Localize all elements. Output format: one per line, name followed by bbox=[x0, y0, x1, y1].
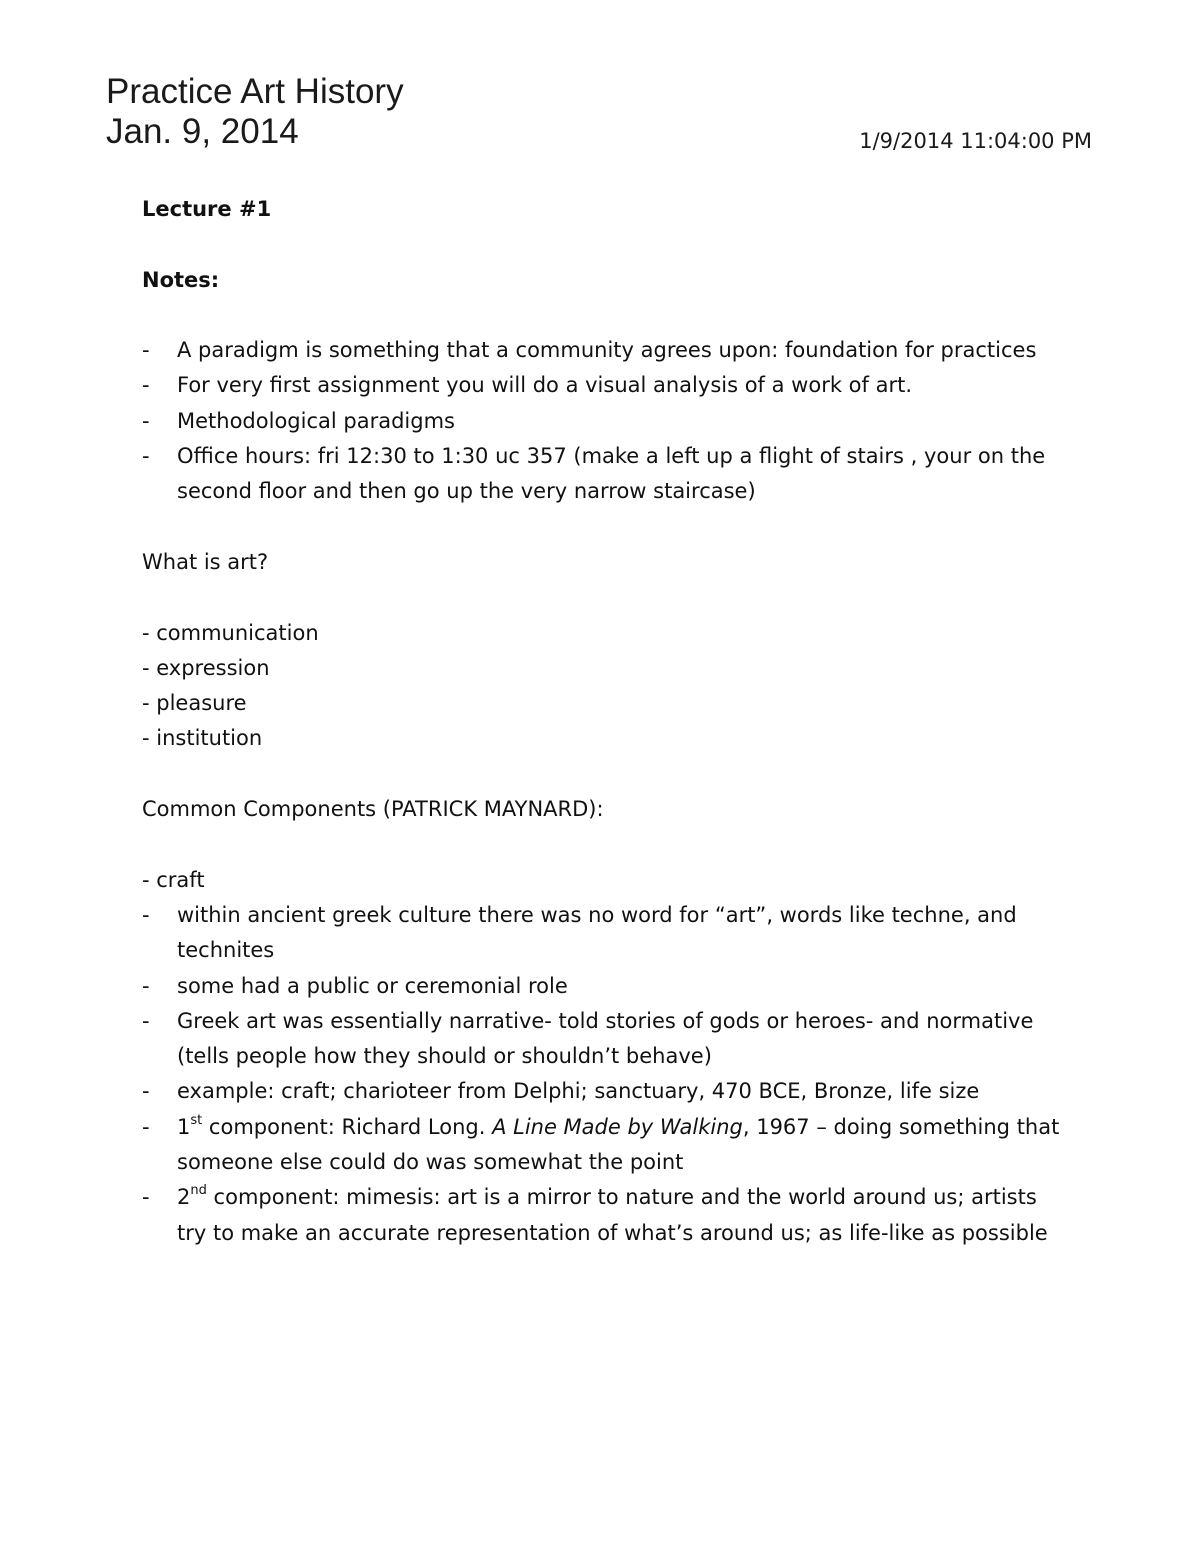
document-title-line2: Jan. 9, 2014 bbox=[106, 112, 299, 151]
list-item: - example: craft; charioteer from Delphi; sanctuary, 470 BCE, Bronze, life size bbox=[142, 1074, 1072, 1109]
list-item: - expression bbox=[142, 655, 270, 680]
list-item: - within ancient greek culture there was no word for “art”, words like techne, and technites bbox=[142, 898, 1072, 969]
ordinal-number: 2 bbox=[177, 1185, 191, 1210]
component-1-lead: component: Richard Long. bbox=[202, 1114, 493, 1139]
ordinal-suffix: nd bbox=[190, 1183, 207, 1199]
components-heading: Common Components (PATRICK MAYNARD): bbox=[142, 797, 604, 822]
list-item: - Office hours: fri 12:30 to 1:30 uc 357 (make a left up a flight of stairs , your on the second floor and then go up the very narrow staircase) bbox=[142, 439, 1072, 510]
lecture-heading: Lecture #1 bbox=[142, 197, 272, 221]
what-is-art-heading: What is art? bbox=[142, 549, 269, 574]
ordinal-number: 1 bbox=[177, 1114, 191, 1139]
component-1-tail: , 1967 – doing something that someone else could do was somewhat the point bbox=[177, 1114, 1060, 1175]
artwork-title: A Line Made by Walking bbox=[492, 1114, 743, 1139]
list-item: - Methodological paradigms bbox=[142, 404, 1072, 439]
list-item: - A paradigm is something that a community agrees upon: foundation for practices bbox=[142, 333, 1072, 368]
list-item: - pleasure bbox=[142, 691, 247, 716]
component-2-text: component: mimesis: art is a mirror to nature and the world around us; artists try to make an accurate representation of what’s around us; as life-like as possible bbox=[177, 1185, 1048, 1245]
notes-list bbox=[142, 333, 1072, 509]
what-is-art-list bbox=[142, 616, 1072, 757]
document-body bbox=[142, 192, 1072, 1251]
notes-heading: Notes: bbox=[142, 267, 220, 292]
list-item: - For very first assignment you will do a visual analysis of a work of art. bbox=[142, 368, 1072, 403]
components-first-item: - craft bbox=[142, 867, 205, 892]
component-1-item bbox=[142, 1110, 1072, 1181]
list-item: - communication bbox=[142, 620, 319, 645]
components-list bbox=[142, 898, 1072, 1251]
document-title bbox=[106, 72, 404, 152]
list-item: - institution bbox=[142, 726, 263, 751]
document-title-line1: Practice Art History bbox=[106, 72, 404, 111]
component-2-item bbox=[142, 1180, 1072, 1251]
document-timestamp: 1/9/2014 11:04:00 PM bbox=[859, 129, 1092, 153]
ordinal-suffix: st bbox=[190, 1112, 203, 1128]
list-item: - some had a public or ceremonial role bbox=[142, 969, 1072, 1004]
list-item: - Greek art was essentially narrative- told stories of gods or heroes- and normative (tells people how they should or shouldn’t behave) bbox=[142, 1004, 1072, 1075]
